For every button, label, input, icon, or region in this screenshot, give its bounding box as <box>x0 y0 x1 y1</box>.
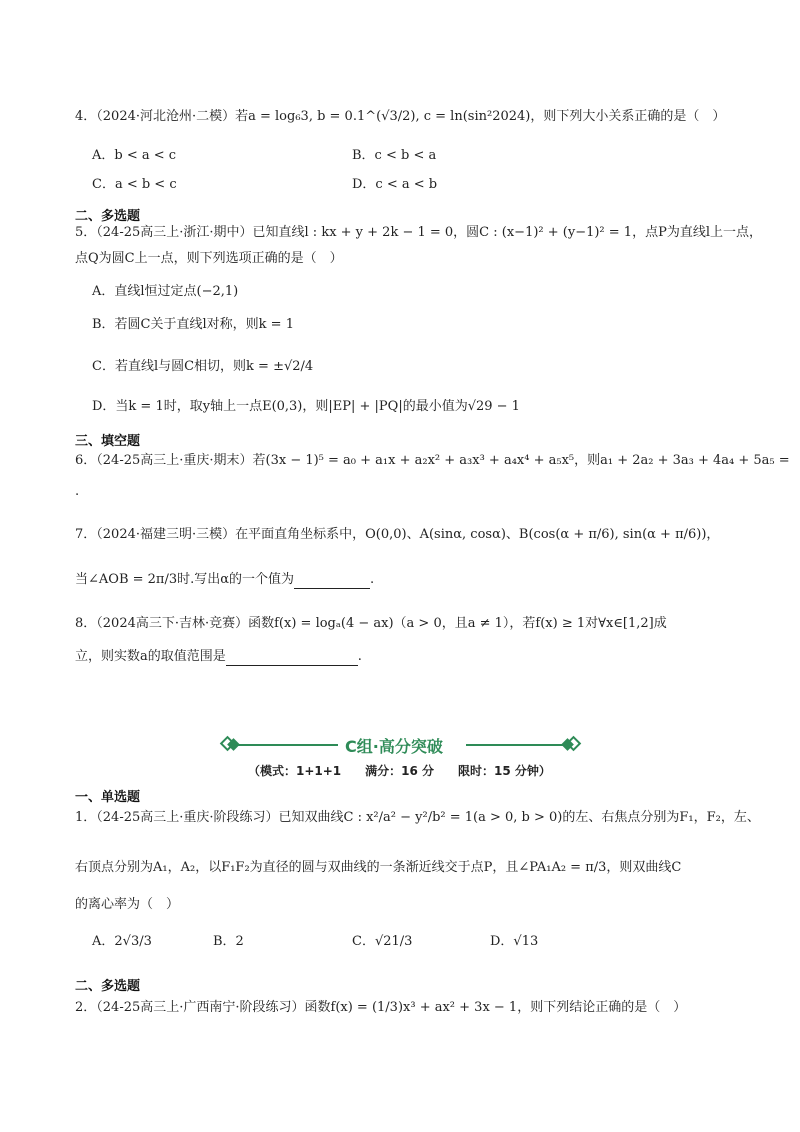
question-6-stem-line1: 6．（24-25高三上·重庆·期末）若(3x − 1)⁵ = a₀ + a₁x + a₂x² + a₃x³ + a₄x⁴ + a₅x⁵，则a₁ + 2a₂ + 3a₃ + 4a₄ + 5a₅ = <box>75 453 790 468</box>
c1-option-c[interactable]: C．√21/3 <box>352 934 413 949</box>
q8-line2-end: . <box>357 649 362 664</box>
q8-line2-text: 立，则实数a的取值范围是 <box>75 649 226 664</box>
q4-option-d[interactable]: D．c < a < b <box>352 177 438 192</box>
q8-answer-blank[interactable] <box>226 652 358 666</box>
q4-option-a[interactable]: A．b < a < c <box>92 148 177 163</box>
banner-subtitle: （模式：1+1+1 满分：16 分 限时：15 分钟） <box>248 764 551 778</box>
c-question-1-stem-line3: 的离心率为（ ） <box>75 897 180 912</box>
c-question-1-stem-line2: 右顶点分别为A₁，A₂，以F₁F₂为直径的圆与双曲线的一条渐近线交于点P，且∠PA₁A₂ = π/3，则双曲线C <box>75 860 682 875</box>
question-7-stem-line2 <box>75 571 374 589</box>
c-question-1-stem-line1: 1．（24-25高三上·重庆·阶段练习）已知双曲线C : x²/a² − y²/b² = 1(a > 0, b > 0)的左、右焦点分别为F₁，F₂，左、 <box>75 810 760 825</box>
q7-line2-text: 当∠AOB = 2π/3时.写出α的一个值为 <box>75 572 295 587</box>
q5-option-a[interactable]: A．直线l恒过定点(−2,1) <box>92 284 239 299</box>
question-6-stem-line2: . <box>75 484 80 499</box>
question-8-stem-line2 <box>75 648 362 666</box>
section-single-choice-title: 一、单选题 <box>75 790 141 805</box>
c1-option-a[interactable]: A．2√3/3 <box>92 934 152 949</box>
banner-title: C组·高分突破 <box>345 737 443 756</box>
question-7-stem-line1: 7．（2024·福建三明·三模）在平面直角坐标系中，O(0,0)、A(sinα, cosα)、B(cos(α + π/6), sin(α + π/6))， <box>75 527 720 542</box>
section-multi-choice-title-2: 二、多选题 <box>75 979 141 994</box>
q5-option-d[interactable]: D．当k = 1时，取y轴上一点E(0,3)，则|EP| + |PQ|的最小值为√29 − 1 <box>92 399 520 414</box>
c1-option-b[interactable]: B．2 <box>213 934 244 949</box>
q4-option-c[interactable]: C．a < b < c <box>92 177 177 192</box>
banner-right-line <box>466 744 566 746</box>
q5-option-b[interactable]: B．若圆C关于直线l对称，则k = 1 <box>92 317 294 332</box>
banner-left-line <box>238 744 338 746</box>
q7-answer-blank[interactable] <box>294 575 370 589</box>
c-question-2-stem: 2．（24-25高三上·广西南宁·阶段练习）函数f(x) = (1/3)x³ + ax² + 3x − 1，则下列结论正确的是（ ） <box>75 1000 687 1015</box>
section-multi-choice-title: 二、多选题 <box>75 209 141 224</box>
section-fill-blank-title: 三、填空题 <box>75 434 141 449</box>
question-5-stem-line2: 点Q为圆C上一点，则下列选项正确的是（ ） <box>75 251 343 266</box>
c1-option-d[interactable]: D．√13 <box>490 934 539 949</box>
question-8-stem-line1: 8．（2024高三下·吉林·竞赛）函数f(x) = logₐ(4 − ax)（a > 0，且a ≠ 1），若f(x) ≥ 1对∀x∈[1,2]成 <box>75 616 667 631</box>
q4-option-b[interactable]: B．c < b < a <box>352 148 437 163</box>
question-5-stem-line1: 5．（24-25高三上·浙江·期中）已知直线l : kx + y + 2k − 1 = 0，圆C : (x−1)² + (y−1)² = 1，点P为直线l上一点， <box>75 225 762 240</box>
q5-option-c[interactable]: C．若直线l与圆C相切，则k = ±√2/4 <box>92 359 314 374</box>
question-4-stem: 4．（2024·河北沧州·二模）若a = log₆3, b = 0.1^(√3/2), c = ln(sin²2024)，则下列大小关系正确的是（ ） <box>75 109 726 124</box>
q7-line2-end: . <box>370 572 375 587</box>
